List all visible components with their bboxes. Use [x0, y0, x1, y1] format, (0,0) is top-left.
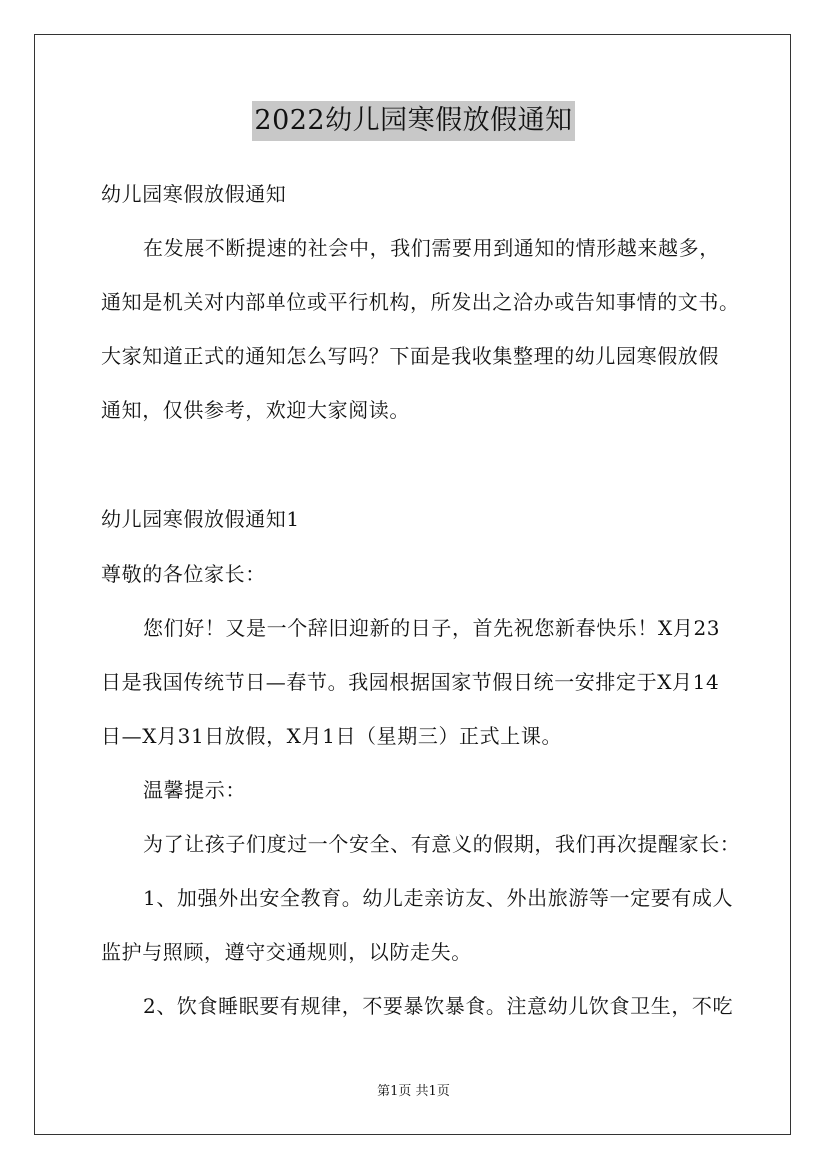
body-line-2: 日是我国传统节日—春节。我园根据国家节假日统一安排定于X月14 [101, 670, 720, 694]
salutation: 尊敬的各位家长： [101, 562, 266, 586]
intro-line-3: 大家知道正式的通知怎么写吗？下面是我收集整理的幼儿园寒假放假 [101, 344, 719, 368]
document-title: 2022幼儿园寒假放假通知 [252, 101, 574, 141]
title-container [0, 101, 827, 141]
body-line-6: 1、加强外出安全教育。幼儿走亲访友、外出旅游等一定要有成人 [143, 886, 734, 910]
subtitle: 幼儿园寒假放假通知 [101, 182, 287, 206]
intro-line-2: 通知是机关对内部单位或平行机构，所发出之洽办或告知事情的文书。 [101, 290, 740, 314]
body-line-1: 您们好！又是一个辞旧迎新的日子，首先祝您新春快乐！X月23 [143, 616, 721, 640]
body-line-8: 2、饮食睡眠要有规律，不要暴饮暴食。注意幼儿饮食卫生，不吃 [143, 994, 734, 1018]
intro-line-4: 通知，仅供参考，欢迎大家阅读。 [101, 398, 410, 422]
intro-line-1: 在发展不断提速的社会中，我们需要用到通知的情形越来越多， [143, 236, 720, 260]
body-line-4: 温馨提示： [143, 778, 246, 802]
body-line-7: 监护与照顾，遵守交通规则，以防走失。 [101, 940, 472, 964]
section-heading: 幼儿园寒假放假通知1 [101, 507, 300, 531]
body-line-3: 日—X月31日放假，X月1日（星期三）正式上课。 [101, 724, 563, 748]
body-line-5: 为了让孩子们度过一个安全、有意义的假期，我们再次提醒家长： [143, 832, 741, 856]
page-footer: 第1页 共1页 [377, 1084, 450, 1099]
